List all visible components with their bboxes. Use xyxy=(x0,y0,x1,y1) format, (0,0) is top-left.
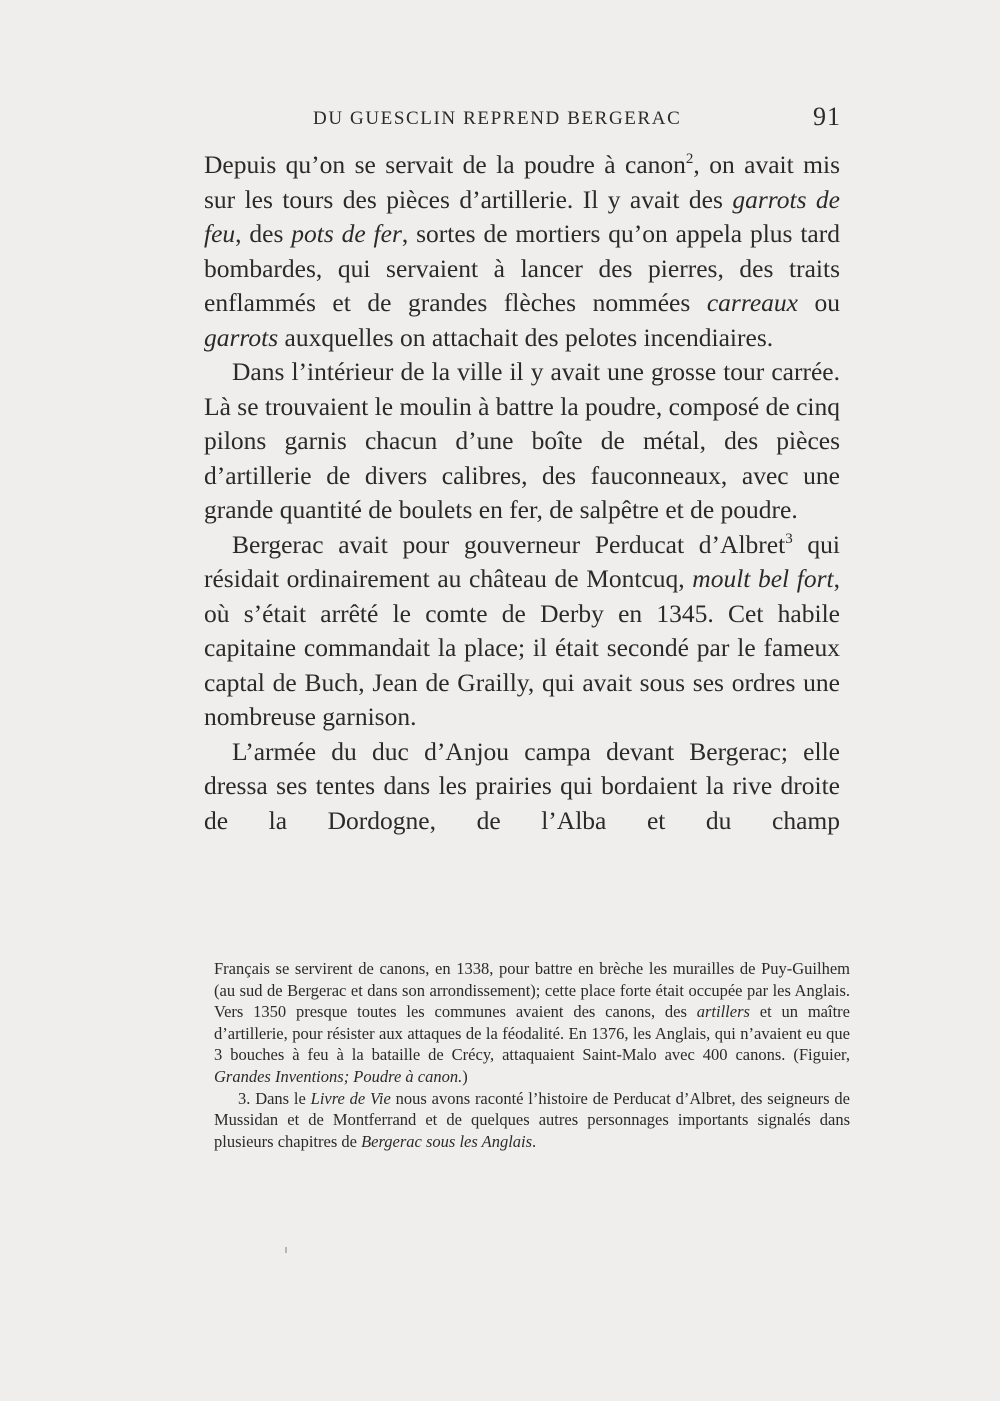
paragraph: L’armée du duc d’Anjou campa devant Bergerac; elle dressa ses tentes dans les prairies qui bordaient la rive droite de la Dordogne, de l’Alba et du champ xyxy=(204,736,840,835)
italic-term: pots de fer xyxy=(291,219,402,248)
page-number: 91 xyxy=(813,102,841,131)
italic-term: carreaux xyxy=(706,288,798,317)
footnote-ref: 3 xyxy=(785,530,793,547)
footnote-ref: 2 xyxy=(685,151,694,167)
italic-term: garrots de feu xyxy=(204,184,840,248)
footnote: 3. Dans le Livre de Vie nous avons raconté l’histoire de Perducat d’Albret, des seigneurs de Mussidan et de Montferrand et de quelques autres personnages importants signalés dans plusieurs chapitres de Bergerac sous les Anglais. xyxy=(214,1088,850,1151)
main-text xyxy=(204,148,840,838)
paper-speck xyxy=(285,1247,287,1253)
italic-term: garrots xyxy=(204,322,279,352)
italic-term: moult bel fort xyxy=(692,564,834,593)
footnote: Français se servirent de canons, en 1338, pour battre en brèche les murailles de Puy-Guilhem (au sud de Bergerac et dans son arrondissement); cette place forte était occupée par les Anglais. Vers 1350 presque toutes les communes avaient des canons, des artillers et un maître d’artillerie, pour résister aux attaques de la féodalité. En 1376, les Anglais, qui n’avaient eu que 3 bouches à feu à la bataille de Crécy, attaquaient Saint-Malo avec 400 canons. (Figuier, Grandes Inventions; Poudre à canon.) xyxy=(214,959,850,1086)
paragraph: Dans l’intérieur de la ville il y avait une grosse tour carrée. Là se trouvaient le moulin à battre la poudre, composé de cinq pilons garnis chacun d’une boîte de métal, des pièces d’artillerie de divers calibres, des fauconneaux, avec une grande quantité de boulets en fer, de salpêtre et de poudre. xyxy=(204,357,840,524)
paragraph: Depuis qu’on se servait de la poudre à canon$^2$, on avait mis sur les tours des pièces d’artillerie. Il y avait des garrots de feu, des pots de fer, sortes de mortiers qu’on appela plus tard bombardes, qui servaient à lancer des pierres, des traits enflammés et de grandes flèches nommées carreaux ou garrots auxquelles on attachait des pelotes incendiaires. xyxy=(204,150,840,352)
running-title: DU GUESCLIN REPREND BERGERAC xyxy=(313,108,682,129)
footnotes xyxy=(214,958,850,1152)
page-header xyxy=(205,102,841,138)
paragraph: Bergerac avait pour gouverneur Perducat d’Albret$^3$ qui résidait ordinairement au château de Montcuq, moult bel fort, où s’était arrêté le comte de Derby en 1345. Cet habile capitaine commandait la place; il était secondé par le fameux captal de Buch, Jean de Grailly, qui avait sous ses ordres une nombreuse garnison. xyxy=(204,529,840,731)
